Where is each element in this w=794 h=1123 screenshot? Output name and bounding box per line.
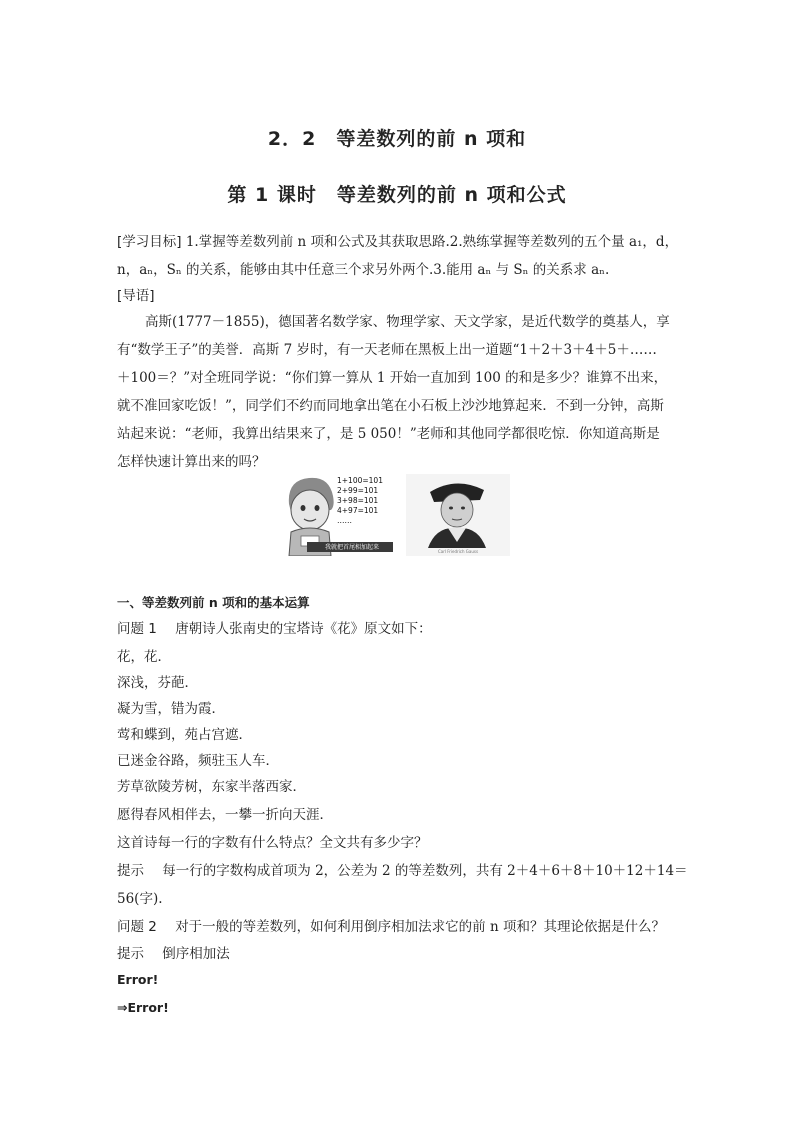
question-2 bbox=[117, 918, 665, 936]
question-2-text: 对于一般的等差数列，如何利用倒序相加法求它的前 n 项和？其理论依据是什么？ bbox=[175, 919, 665, 935]
section-heading: 一、等差数列前 n 项和的基本运算 bbox=[117, 595, 310, 610]
objectives-text-1: 1.掌握等差数列前 n 项和公式及其获取思路.2.熟练掌握等差数列的五个量 a₁，d， bbox=[185, 234, 679, 250]
portrait-icon bbox=[406, 474, 510, 556]
section-title: 2．2 等差数列的前 n 项和 bbox=[267, 128, 527, 150]
hint-1-label: 提示 bbox=[117, 863, 144, 879]
intro-line: 就不准回家吃饭！”，同学们不约而同地拿出笔在小石板上沙沙地算起来．不到一分钟，高斯 bbox=[117, 398, 664, 414]
question-1-text: 唐朝诗人张南史的宝塔诗《花》原文如下： bbox=[175, 621, 432, 637]
intro-line: ＋100＝？”对全班同学说：“你们算一算从 1 开始一直加到 100 的和是多少？谁算不出来， bbox=[117, 370, 668, 386]
gauss-portrait bbox=[406, 474, 510, 556]
question-1-label: 问题 1 bbox=[117, 621, 157, 637]
intro-line: 站起来说：“老师，我算出结果来了，是 5 050！”老师和其他同学都很吃惊．你知道高斯是 bbox=[117, 426, 660, 442]
hint-2-label: 提示 bbox=[117, 946, 144, 962]
equation-line: 4+97=101 bbox=[337, 506, 379, 515]
hint-1 bbox=[117, 862, 688, 880]
poem-line: 芳草欲陵芳树，东家半落西家． bbox=[117, 779, 306, 795]
intro-line: 怎样快速计算出来的吗？ bbox=[117, 454, 266, 470]
hint-1-text: 每一行的字数构成首项为 2，公差为 2 的等差数列，共有 2＋4＋6＋8＋10＋12＋14＝ bbox=[162, 863, 688, 879]
objectives-label: [学习目标] bbox=[117, 234, 182, 250]
portrait-caption: Carl Friedrich Gauss bbox=[437, 549, 479, 554]
poem-line: 愿得春风相伴去，一攀一折向天涯． bbox=[117, 807, 333, 823]
poem-line: 深浅，芬葩． bbox=[117, 675, 198, 691]
intro-line: 有“数学王子”的美誉．高斯 7 岁时，有一天老师在黑板上出一道题“1＋2＋3＋4＋5＋…… bbox=[117, 342, 657, 358]
poem-line: 莺和蝶到，苑占宫遮． bbox=[117, 727, 252, 743]
question-1 bbox=[117, 620, 432, 638]
lesson-title: 第 1 课时 等差数列的前 n 项和公式 bbox=[227, 184, 567, 206]
poem-line: 凝为雪，错为霞． bbox=[117, 701, 225, 717]
equation-line: 1+100=101 bbox=[337, 476, 383, 485]
gauss-equations bbox=[337, 476, 383, 526]
cartoon-caption: 我就把首尾相加起来 bbox=[324, 544, 379, 551]
question-2-label: 问题 2 bbox=[117, 919, 157, 935]
question-1-prompt: 这首诗每一行的字数有什么特点？全文共有多少字？ bbox=[117, 835, 428, 851]
hint-1-continued: 56(字). bbox=[117, 891, 163, 907]
hint-2-text: 倒序相加法 bbox=[162, 946, 230, 962]
objectives-line-2: n，aₙ，Sₙ 的关系，能够由其中任意三个求另外两个.3.能用 aₙ 与 Sₙ 的关系求 aₙ. bbox=[117, 262, 610, 278]
error-line-1: Error! bbox=[117, 972, 159, 987]
objectives-line-1 bbox=[117, 233, 678, 251]
intro-label: [导语] bbox=[117, 288, 155, 304]
intro-line: 高斯(1777－1855)，德国著名数学家、物理学家、天文学家，是近代数学的奠基人，享 bbox=[145, 314, 670, 330]
equation-line: 2+99=101 bbox=[337, 486, 379, 495]
poem-line: 已迷金谷路，频驻玉人车． bbox=[117, 753, 279, 769]
equation-line: …… bbox=[337, 516, 352, 525]
hint-2 bbox=[117, 945, 230, 963]
equation-line: 3+98=101 bbox=[337, 496, 379, 505]
error-line-2: ⇒Error! bbox=[117, 1000, 169, 1015]
poem-line: 花，花． bbox=[117, 649, 171, 665]
